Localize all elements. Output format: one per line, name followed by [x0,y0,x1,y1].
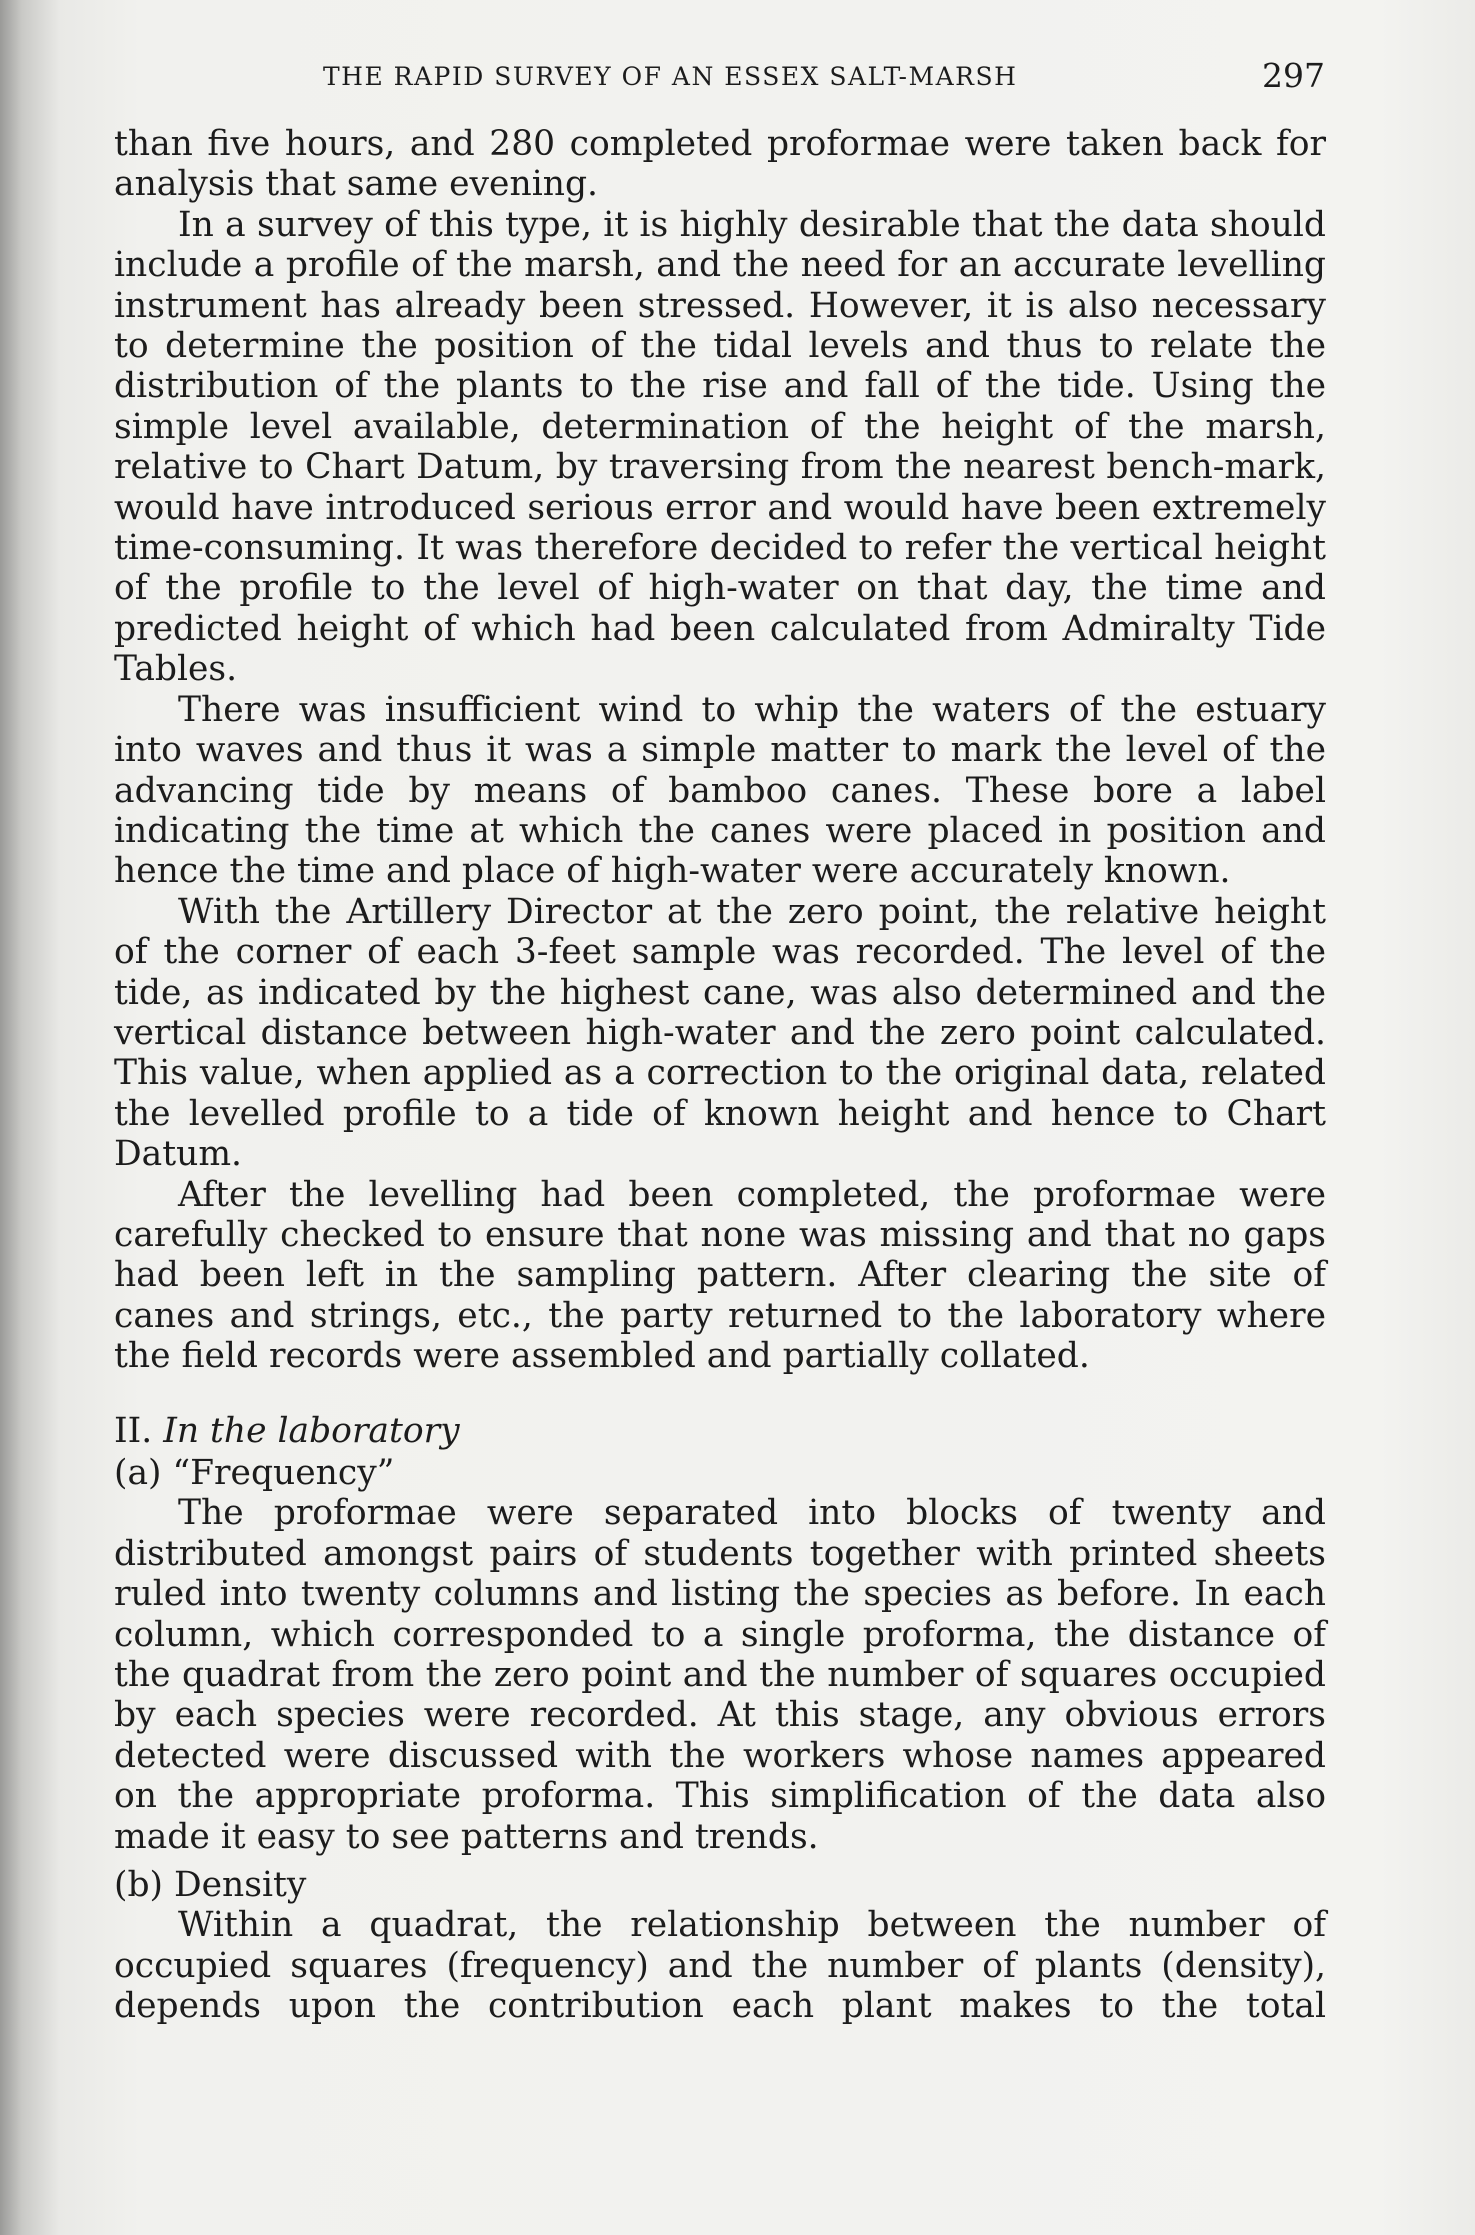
body-text [114,124,1326,2027]
paragraph-tide-marking: There was insufficient wind to whip the waters of the estuary into waves and thus it was a simple matter to mark the level of the advancing tide by means of bamboo canes. These bore a label indicating the time at which the canes were placed in position and hence the time and place of high-water were accurately known. [114,689,1326,892]
paragraph-survey-profile: In a survey of this type, it is highly desirable that the data should include a profile of the marsh, and the need for an accurate levelling instrument has already been stressed. However, it is also necessary to determine the position of the tidal levels and thus to relate the distribution of the plants to the rise and fall of the tide. Using the simple level available, determination of the height of the marsh, relative to Chart Datum, by traversing from the nearest bench-mark, would have introduced serious error and would have been extremely time-consuming. It was therefore decided to refer the vertical height of the profile to the level of high-water on that day, the time and predicted height of which had been calculated from Admiralty Tide Tables. [114,204,1326,690]
paragraph-continued: than five hours, and 280 completed proformae were taken back for analysis that same evening. [114,124,1326,205]
page-number: 297 [1262,56,1325,95]
paragraph-density: Within a quadrat, the relationship between the number of occupied squares (frequency) and the number of plants (density), depends upon the contribution each plant makes to the total [114,1905,1326,2027]
paragraph-artillery-director: With the Artillery Director at the zero point, the relative height of the corner of each 3-feet sample was recorded. The level of the tide, as indicated by the highest cane, was also determined and the vertical distance between high-water and the zero point calculated. This value, when applied as a correction to the original data, related the levelled profile to a tide of known height and hence to Chart Datum. [114,891,1326,1175]
paragraph-after-levelling: After the levelling had been completed, the proformae were carefully checked to ensure that none was missing and that no gaps had been left in the sampling pattern. After clearing the site of canes and strings, etc., the party returned to the laboratory where the field records were assembled and partially collated. [114,1174,1326,1377]
page-header [0,58,1475,98]
section-heading [114,1411,1326,1451]
paragraph-frequency: The proformae were separated into blocks of twenty and distributed amongst pairs of students together with printed sheets ruled into twenty columns and listing the species as before. In each column, which corresponded to a single proforma, the distance of the quadrat from the zero point and the number of squares occupied by each species were recorded. At this stage, any obvious errors detected were discussed with the workers whose names appeared on the appropriate proforma. This simplification of the data also made it easy to see patterns and trends. [114,1493,1326,1857]
section-number: II. [114,1410,153,1451]
subsection-heading-density: (b) Density [114,1865,307,1906]
section-title: In the laboratory [163,1410,460,1451]
subsection-heading-frequency: (a) “Frequency” [114,1453,395,1493]
running-title: THE RAPID SURVEY OF AN ESSEX SALT-MARSH [323,62,1018,91]
